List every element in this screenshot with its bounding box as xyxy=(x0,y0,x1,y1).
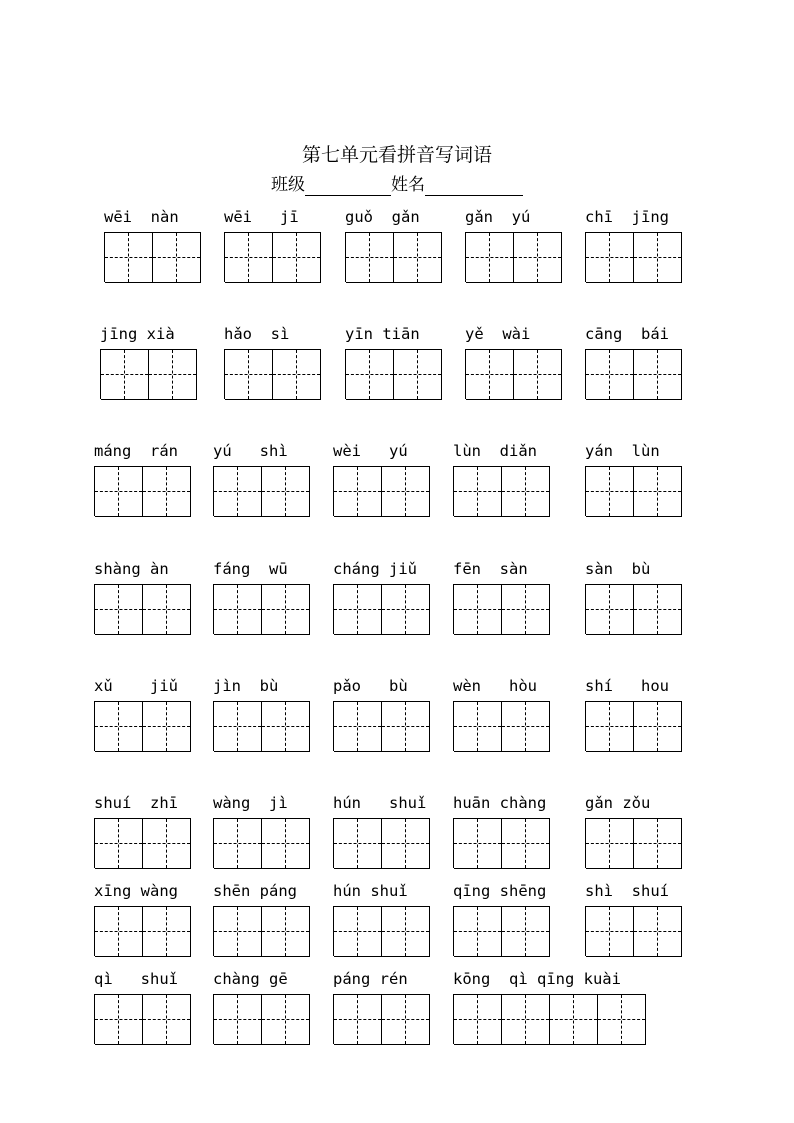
tianzige-cell[interactable] xyxy=(214,818,262,869)
horizontal-guide-line xyxy=(143,931,190,932)
tianzige-cell[interactable] xyxy=(262,584,310,635)
horizontal-guide-line xyxy=(634,931,681,932)
tianzige-cell[interactable] xyxy=(598,994,646,1045)
horizontal-guide-line xyxy=(143,491,190,492)
tianzige-cell[interactable] xyxy=(95,994,143,1045)
horizontal-guide-line xyxy=(225,374,272,375)
horizontal-guide-line xyxy=(95,1019,142,1020)
pinyin-label: huān chàng xyxy=(453,794,547,812)
tianzige-cell[interactable] xyxy=(586,584,634,635)
pinyin-label: guǒ gǎn xyxy=(345,208,420,226)
writing-grid xyxy=(94,701,191,751)
horizontal-guide-line xyxy=(143,843,190,844)
horizontal-guide-line xyxy=(586,931,633,932)
tianzige-cell[interactable] xyxy=(214,466,262,517)
horizontal-guide-line xyxy=(634,609,681,610)
tianzige-cell[interactable] xyxy=(454,584,502,635)
tianzige-cell[interactable] xyxy=(334,994,382,1045)
pinyin-label: shuí zhī xyxy=(94,794,178,812)
horizontal-guide-line xyxy=(334,931,381,932)
tianzige-cell[interactable] xyxy=(262,994,310,1045)
horizontal-guide-line xyxy=(143,609,190,610)
horizontal-guide-line xyxy=(502,931,549,932)
horizontal-guide-line xyxy=(634,843,681,844)
horizontal-guide-line xyxy=(466,257,513,258)
tianzige-cell[interactable] xyxy=(454,701,502,752)
writing-grid xyxy=(213,701,310,751)
writing-grid xyxy=(453,906,550,956)
tianzige-cell[interactable] xyxy=(382,466,430,517)
pinyin-label: cháng jiǔ xyxy=(333,560,417,578)
writing-grid xyxy=(100,349,197,399)
horizontal-guide-line xyxy=(382,491,429,492)
tianzige-cell[interactable] xyxy=(273,232,321,283)
tianzige-cell[interactable] xyxy=(143,994,191,1045)
horizontal-guide-line xyxy=(382,726,429,727)
pinyin-label: qì shuǐ xyxy=(94,970,178,988)
tianzige-cell[interactable] xyxy=(514,349,562,400)
pinyin-label: wèi yú xyxy=(333,442,408,460)
horizontal-guide-line xyxy=(346,374,393,375)
horizontal-guide-line xyxy=(550,1019,597,1020)
writing-grid xyxy=(104,232,201,282)
writing-grid xyxy=(453,818,550,868)
pinyin-label: hún shuǐ xyxy=(333,882,408,900)
writing-grid xyxy=(453,701,550,751)
tianzige-cell[interactable] xyxy=(586,701,634,752)
pinyin-label: chī jīng xyxy=(585,208,669,226)
pinyin-label: qīng shēng xyxy=(453,882,547,900)
writing-grid xyxy=(213,994,310,1044)
horizontal-guide-line xyxy=(502,491,549,492)
tianzige-cell[interactable] xyxy=(334,466,382,517)
horizontal-guide-line xyxy=(95,843,142,844)
writing-grid xyxy=(585,818,682,868)
tianzige-cell[interactable] xyxy=(105,232,153,283)
tianzige-cell[interactable] xyxy=(262,818,310,869)
tianzige-cell[interactable] xyxy=(382,584,430,635)
student-info-line xyxy=(0,174,794,196)
horizontal-guide-line xyxy=(273,374,320,375)
writing-grid xyxy=(585,701,682,751)
horizontal-guide-line xyxy=(273,257,320,258)
horizontal-guide-line xyxy=(334,609,381,610)
tianzige-cell[interactable] xyxy=(95,701,143,752)
horizontal-guide-line xyxy=(454,491,501,492)
horizontal-guide-line xyxy=(514,257,561,258)
writing-grid xyxy=(94,584,191,634)
tianzige-cell[interactable] xyxy=(149,349,197,400)
tianzige-cell[interactable] xyxy=(334,701,382,752)
tianzige-cell[interactable] xyxy=(214,584,262,635)
tianzige-cell[interactable] xyxy=(334,906,382,957)
tianzige-cell[interactable] xyxy=(143,701,191,752)
class-label: 班级 xyxy=(271,175,305,195)
tianzige-cell[interactable] xyxy=(214,701,262,752)
tianzige-cell[interactable] xyxy=(466,232,514,283)
writing-grid xyxy=(94,818,191,868)
tianzige-cell[interactable] xyxy=(262,701,310,752)
tianzige-cell[interactable] xyxy=(382,701,430,752)
horizontal-guide-line xyxy=(262,843,309,844)
name-blank[interactable] xyxy=(425,177,523,196)
horizontal-guide-line xyxy=(95,491,142,492)
tianzige-cell[interactable] xyxy=(514,232,562,283)
tianzige-cell[interactable] xyxy=(586,232,634,283)
writing-grid xyxy=(453,466,550,516)
writing-grid xyxy=(465,232,562,282)
writing-grid xyxy=(333,906,430,956)
tianzige-cell[interactable] xyxy=(502,701,550,752)
tianzige-cell[interactable] xyxy=(225,349,273,400)
pinyin-label: wèn hòu xyxy=(453,677,537,695)
tianzige-cell[interactable] xyxy=(346,232,394,283)
tianzige-cell[interactable] xyxy=(550,994,598,1045)
horizontal-guide-line xyxy=(262,1019,309,1020)
pinyin-label: fēn sàn xyxy=(453,560,528,578)
writing-grid xyxy=(333,584,430,634)
pinyin-label: yīn tiān xyxy=(345,325,420,343)
writing-grid xyxy=(333,701,430,751)
tianzige-cell[interactable] xyxy=(634,466,682,517)
horizontal-guide-line xyxy=(586,491,633,492)
horizontal-guide-line xyxy=(334,491,381,492)
page-title: 第七单元看拼音写词语 xyxy=(301,144,492,166)
tianzige-cell[interactable] xyxy=(502,994,550,1045)
pinyin-label: páng rén xyxy=(333,970,408,988)
writing-grid xyxy=(453,994,646,1044)
pinyin-label: wàng jì xyxy=(213,794,288,812)
writing-grid xyxy=(585,584,682,634)
tianzige-cell[interactable] xyxy=(95,584,143,635)
pinyin-label: hǎo sì xyxy=(224,325,290,343)
writing-grid xyxy=(585,349,682,399)
tianzige-cell[interactable] xyxy=(586,818,634,869)
pinyin-label: shì shuí xyxy=(585,882,669,900)
horizontal-guide-line xyxy=(634,726,681,727)
pinyin-label: wēi jī xyxy=(224,208,299,226)
writing-grid xyxy=(453,584,550,634)
pinyin-label: pǎo bù xyxy=(333,677,408,695)
tianzige-cell[interactable] xyxy=(454,906,502,957)
tianzige-cell[interactable] xyxy=(153,232,201,283)
pinyin-label: jīng xià xyxy=(100,325,175,343)
horizontal-guide-line xyxy=(586,374,633,375)
tianzige-cell[interactable] xyxy=(634,818,682,869)
tianzige-cell[interactable] xyxy=(586,349,634,400)
pinyin-label: wēi nàn xyxy=(104,208,179,226)
tianzige-cell[interactable] xyxy=(143,466,191,517)
name-label: 姓名 xyxy=(391,175,425,195)
horizontal-guide-line xyxy=(382,609,429,610)
tianzige-cell[interactable] xyxy=(394,232,442,283)
tianzige-cell[interactable] xyxy=(634,701,682,752)
horizontal-guide-line xyxy=(262,609,309,610)
horizontal-guide-line xyxy=(454,931,501,932)
horizontal-guide-line xyxy=(225,257,272,258)
horizontal-guide-line xyxy=(382,1019,429,1020)
tianzige-cell[interactable] xyxy=(634,906,682,957)
tianzige-cell[interactable] xyxy=(101,349,149,400)
pinyin-label: yě wài xyxy=(465,325,531,343)
horizontal-guide-line xyxy=(586,257,633,258)
horizontal-guide-line xyxy=(394,374,441,375)
tianzige-cell[interactable] xyxy=(95,906,143,957)
tianzige-cell[interactable] xyxy=(454,818,502,869)
pinyin-label: sàn bù xyxy=(585,560,651,578)
tianzige-cell[interactable] xyxy=(454,994,502,1045)
horizontal-guide-line xyxy=(346,257,393,258)
tianzige-cell[interactable] xyxy=(214,994,262,1045)
pinyin-label: cāng bái xyxy=(585,325,669,343)
horizontal-guide-line xyxy=(598,1019,645,1020)
tianzige-cell[interactable] xyxy=(586,466,634,517)
horizontal-guide-line xyxy=(586,609,633,610)
tianzige-cell[interactable] xyxy=(225,232,273,283)
pinyin-label: yán lùn xyxy=(585,442,660,460)
writing-grid xyxy=(224,349,321,399)
tianzige-cell[interactable] xyxy=(634,349,682,400)
horizontal-guide-line xyxy=(101,374,148,375)
horizontal-guide-line xyxy=(334,726,381,727)
tianzige-cell[interactable] xyxy=(262,466,310,517)
horizontal-guide-line xyxy=(153,257,200,258)
horizontal-guide-line xyxy=(634,491,681,492)
writing-grid xyxy=(224,232,321,282)
horizontal-guide-line xyxy=(502,726,549,727)
horizontal-guide-line xyxy=(382,843,429,844)
tianzige-cell[interactable] xyxy=(502,584,550,635)
tianzige-cell[interactable] xyxy=(214,906,262,957)
horizontal-guide-line xyxy=(502,1019,549,1020)
horizontal-guide-line xyxy=(95,931,142,932)
writing-grid xyxy=(465,349,562,399)
tianzige-cell[interactable] xyxy=(334,818,382,869)
horizontal-guide-line xyxy=(466,374,513,375)
tianzige-cell[interactable] xyxy=(466,349,514,400)
horizontal-guide-line xyxy=(214,843,261,844)
pinyin-label: shí hou xyxy=(585,677,669,695)
writing-grid xyxy=(94,906,191,956)
horizontal-guide-line xyxy=(454,1019,501,1020)
horizontal-guide-line xyxy=(143,726,190,727)
horizontal-guide-line xyxy=(586,843,633,844)
pinyin-label: xǔ jiǔ xyxy=(94,677,178,695)
horizontal-guide-line xyxy=(502,609,549,610)
horizontal-guide-line xyxy=(394,257,441,258)
horizontal-guide-line xyxy=(334,1019,381,1020)
tianzige-cell[interactable] xyxy=(502,906,550,957)
horizontal-guide-line xyxy=(149,374,196,375)
pinyin-label: yú shì xyxy=(213,442,288,460)
writing-grid xyxy=(345,232,442,282)
horizontal-guide-line xyxy=(454,726,501,727)
horizontal-guide-line xyxy=(382,931,429,932)
pinyin-label: gǎn yú xyxy=(465,208,531,226)
horizontal-guide-line xyxy=(514,374,561,375)
horizontal-guide-line xyxy=(95,609,142,610)
horizontal-guide-line xyxy=(454,609,501,610)
tianzige-cell[interactable] xyxy=(95,818,143,869)
horizontal-guide-line xyxy=(334,843,381,844)
horizontal-guide-line xyxy=(214,931,261,932)
horizontal-guide-line xyxy=(634,374,681,375)
tianzige-cell[interactable] xyxy=(382,818,430,869)
writing-grid xyxy=(213,906,310,956)
writing-grid xyxy=(585,466,682,516)
tianzige-cell[interactable] xyxy=(454,466,502,517)
writing-grid xyxy=(585,906,682,956)
horizontal-guide-line xyxy=(214,1019,261,1020)
horizontal-guide-line xyxy=(262,726,309,727)
pinyin-label: máng rán xyxy=(94,442,178,460)
writing-grid xyxy=(345,349,442,399)
writing-grid xyxy=(333,818,430,868)
writing-grid xyxy=(94,994,191,1044)
writing-grid xyxy=(333,994,430,1044)
tianzige-cell[interactable] xyxy=(143,818,191,869)
writing-grid xyxy=(333,466,430,516)
horizontal-guide-line xyxy=(454,843,501,844)
tianzige-cell[interactable] xyxy=(634,584,682,635)
pinyin-label: shēn páng xyxy=(213,882,297,900)
horizontal-guide-line xyxy=(214,726,261,727)
writing-grid xyxy=(585,232,682,282)
class-blank[interactable] xyxy=(305,177,391,196)
horizontal-guide-line xyxy=(214,609,261,610)
tianzige-cell[interactable] xyxy=(502,466,550,517)
pinyin-label: xīng wàng xyxy=(94,882,178,900)
writing-grid xyxy=(213,584,310,634)
pinyin-label: jìn bù xyxy=(213,677,279,695)
tianzige-cell[interactable] xyxy=(502,818,550,869)
horizontal-guide-line xyxy=(214,491,261,492)
horizontal-guide-line xyxy=(634,257,681,258)
horizontal-guide-line xyxy=(105,257,152,258)
pinyin-label: shàng àn xyxy=(94,560,169,578)
tianzige-cell[interactable] xyxy=(394,349,442,400)
pinyin-label: lùn diǎn xyxy=(453,442,537,460)
tianzige-cell[interactable] xyxy=(143,584,191,635)
pinyin-label: kōng qì qīng kuài xyxy=(453,970,621,988)
tianzige-cell[interactable] xyxy=(382,994,430,1045)
pinyin-label: gǎn zǒu xyxy=(585,794,651,812)
tianzige-cell[interactable] xyxy=(334,584,382,635)
horizontal-guide-line xyxy=(262,491,309,492)
tianzige-cell[interactable] xyxy=(95,466,143,517)
tianzige-cell[interactable] xyxy=(346,349,394,400)
tianzige-cell[interactable] xyxy=(262,906,310,957)
pinyin-label: chàng gē xyxy=(213,970,288,988)
horizontal-guide-line xyxy=(502,843,549,844)
writing-grid xyxy=(213,466,310,516)
pinyin-label: hún shuǐ xyxy=(333,794,427,812)
writing-grid xyxy=(94,466,191,516)
horizontal-guide-line xyxy=(262,931,309,932)
tianzige-cell[interactable] xyxy=(382,906,430,957)
tianzige-cell[interactable] xyxy=(586,906,634,957)
pinyin-label: fáng wū xyxy=(213,560,288,578)
tianzige-cell[interactable] xyxy=(273,349,321,400)
tianzige-cell[interactable] xyxy=(634,232,682,283)
horizontal-guide-line xyxy=(586,726,633,727)
horizontal-guide-line xyxy=(95,726,142,727)
writing-grid xyxy=(213,818,310,868)
tianzige-cell[interactable] xyxy=(143,906,191,957)
horizontal-guide-line xyxy=(143,1019,190,1020)
